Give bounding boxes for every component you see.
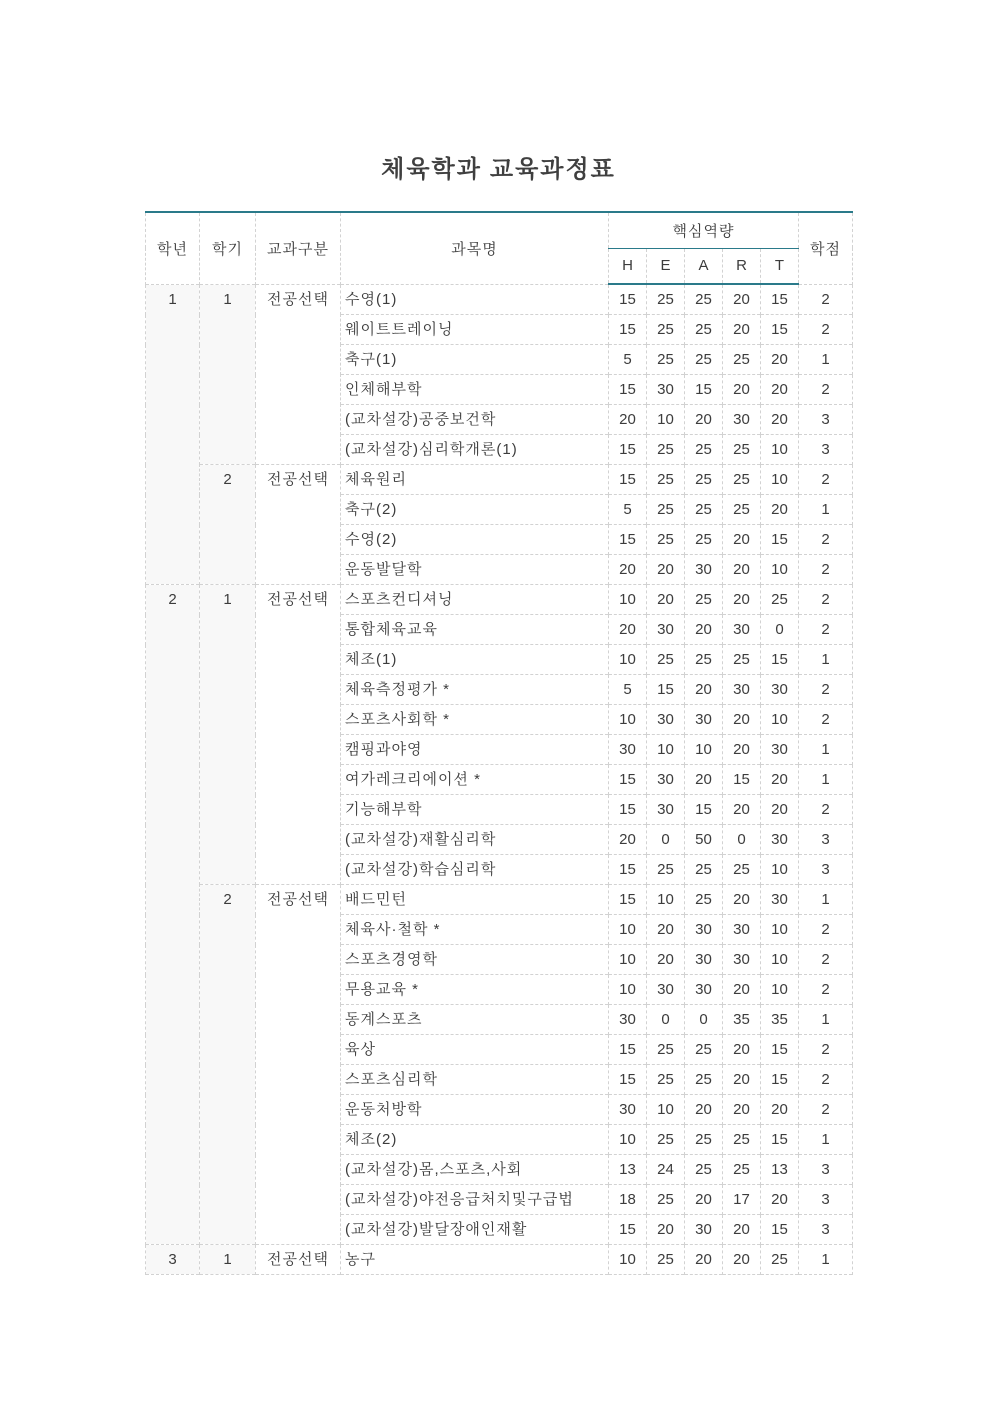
course-name-cell: 무용교육 * bbox=[341, 975, 609, 1005]
score-cell-h: 5 bbox=[609, 675, 647, 705]
score-cell-e: 20 bbox=[647, 1215, 685, 1245]
semester-cell: 1 bbox=[200, 1245, 256, 1275]
page-title: 체육학과 교육과정표 bbox=[381, 157, 616, 183]
score-cell-t: 20 bbox=[761, 405, 799, 435]
score-cell-r: 30 bbox=[723, 915, 761, 945]
score-cell-h: 20 bbox=[609, 615, 647, 645]
score-cell-h: 20 bbox=[609, 555, 647, 585]
score-cell-a: 30 bbox=[685, 945, 723, 975]
score-cell-h: 15 bbox=[609, 284, 647, 315]
credit-cell: 2 bbox=[799, 555, 853, 585]
score-cell-t: 30 bbox=[761, 675, 799, 705]
score-cell-e: 20 bbox=[647, 915, 685, 945]
score-cell-a: 25 bbox=[685, 465, 723, 495]
score-cell-h: 15 bbox=[609, 525, 647, 555]
score-cell-r: 25 bbox=[723, 435, 761, 465]
score-cell-a: 20 bbox=[685, 765, 723, 795]
score-cell-e: 10 bbox=[647, 405, 685, 435]
score-cell-e: 25 bbox=[647, 1065, 685, 1095]
course-name-cell: 동계스포츠 bbox=[341, 1005, 609, 1035]
score-cell-a: 25 bbox=[685, 585, 723, 615]
score-cell-e: 25 bbox=[647, 1125, 685, 1155]
score-cell-e: 30 bbox=[647, 705, 685, 735]
course-column-header: 과목명 bbox=[341, 212, 609, 284]
credit-cell: 2 bbox=[799, 615, 853, 645]
score-cell-a: 10 bbox=[685, 735, 723, 765]
course-name-cell: 웨이트트레이닝 bbox=[341, 315, 609, 345]
score-cell-a: 25 bbox=[685, 885, 723, 915]
score-cell-r: 30 bbox=[723, 405, 761, 435]
score-cell-e: 25 bbox=[647, 284, 685, 315]
credit-cell: 1 bbox=[799, 885, 853, 915]
score-cell-e: 30 bbox=[647, 375, 685, 405]
score-cell-t: 35 bbox=[761, 1005, 799, 1035]
score-cell-e: 10 bbox=[647, 885, 685, 915]
score-cell-a: 25 bbox=[685, 1035, 723, 1065]
score-cell-r: 25 bbox=[723, 645, 761, 675]
score-cell-h: 15 bbox=[609, 315, 647, 345]
score-cell-a: 50 bbox=[685, 825, 723, 855]
score-cell-a: 20 bbox=[685, 1185, 723, 1215]
credit-column-header: 학점 bbox=[799, 212, 853, 284]
credit-cell: 2 bbox=[799, 1095, 853, 1125]
score-cell-a: 15 bbox=[685, 795, 723, 825]
score-cell-a: 25 bbox=[685, 345, 723, 375]
score-cell-h: 10 bbox=[609, 645, 647, 675]
score-cell-e: 25 bbox=[647, 345, 685, 375]
score-cell-r: 20 bbox=[723, 735, 761, 765]
table-header bbox=[146, 212, 853, 284]
credit-cell: 2 bbox=[799, 315, 853, 345]
score-cell-e: 25 bbox=[647, 855, 685, 885]
score-cell-r: 0 bbox=[723, 825, 761, 855]
score-cell-e: 25 bbox=[647, 645, 685, 675]
credit-cell: 2 bbox=[799, 795, 853, 825]
score-cell-h: 15 bbox=[609, 795, 647, 825]
score-cell-t: 13 bbox=[761, 1155, 799, 1185]
credit-cell: 1 bbox=[799, 1125, 853, 1155]
course-row bbox=[146, 885, 853, 915]
score-cell-e: 25 bbox=[647, 1245, 685, 1275]
score-cell-t: 15 bbox=[761, 284, 799, 315]
score-cell-h: 10 bbox=[609, 1245, 647, 1275]
score-cell-h: 15 bbox=[609, 375, 647, 405]
score-cell-h: 30 bbox=[609, 735, 647, 765]
score-cell-r: 25 bbox=[723, 495, 761, 525]
credit-cell: 1 bbox=[799, 645, 853, 675]
score-cell-r: 20 bbox=[723, 1095, 761, 1125]
score-cell-e: 25 bbox=[647, 315, 685, 345]
score-cell-t: 30 bbox=[761, 885, 799, 915]
score-cell-h: 10 bbox=[609, 1125, 647, 1155]
credit-cell: 1 bbox=[799, 345, 853, 375]
score-cell-h: 15 bbox=[609, 1215, 647, 1245]
credit-cell: 2 bbox=[799, 975, 853, 1005]
semester-cell: 1 bbox=[200, 284, 256, 465]
score-cell-r: 20 bbox=[723, 284, 761, 315]
semester-cell: 2 bbox=[200, 465, 256, 585]
score-cell-h: 15 bbox=[609, 765, 647, 795]
score-cell-h: 15 bbox=[609, 435, 647, 465]
course-row bbox=[146, 585, 853, 615]
course-name-cell: 운동처방학 bbox=[341, 1095, 609, 1125]
course-name-cell: 축구(1) bbox=[341, 345, 609, 375]
score-cell-t: 30 bbox=[761, 735, 799, 765]
heart-t-header: T bbox=[761, 248, 799, 284]
credit-cell: 3 bbox=[799, 405, 853, 435]
score-cell-t: 10 bbox=[761, 705, 799, 735]
score-cell-r: 20 bbox=[723, 525, 761, 555]
course-name-cell: 수영(2) bbox=[341, 525, 609, 555]
credit-cell: 2 bbox=[799, 585, 853, 615]
score-cell-r: 20 bbox=[723, 1215, 761, 1245]
score-cell-r: 20 bbox=[723, 885, 761, 915]
score-cell-e: 10 bbox=[647, 1095, 685, 1125]
score-cell-a: 25 bbox=[685, 315, 723, 345]
category-cell: 전공선택 bbox=[256, 1245, 341, 1275]
course-name-cell: (교차설강)야전응급처치및구급법 bbox=[341, 1185, 609, 1215]
score-cell-t: 15 bbox=[761, 1035, 799, 1065]
score-cell-r: 30 bbox=[723, 675, 761, 705]
score-cell-t: 10 bbox=[761, 975, 799, 1005]
course-name-cell: 체육측정평가 * bbox=[341, 675, 609, 705]
score-cell-a: 0 bbox=[685, 1005, 723, 1035]
course-name-cell: 스포츠경영학 bbox=[341, 945, 609, 975]
credit-cell: 1 bbox=[799, 1245, 853, 1275]
score-cell-h: 10 bbox=[609, 585, 647, 615]
score-cell-t: 20 bbox=[761, 765, 799, 795]
competency-group-header: 핵심역량 bbox=[609, 212, 799, 248]
score-cell-t: 10 bbox=[761, 435, 799, 465]
score-cell-a: 20 bbox=[685, 405, 723, 435]
score-cell-a: 25 bbox=[685, 495, 723, 525]
score-cell-a: 25 bbox=[685, 435, 723, 465]
score-cell-e: 20 bbox=[647, 555, 685, 585]
score-cell-h: 10 bbox=[609, 945, 647, 975]
course-name-cell: (교차설강)공중보건학 bbox=[341, 405, 609, 435]
score-cell-h: 5 bbox=[609, 345, 647, 375]
score-cell-a: 25 bbox=[685, 855, 723, 885]
score-cell-t: 10 bbox=[761, 855, 799, 885]
score-cell-h: 30 bbox=[609, 1095, 647, 1125]
credit-cell: 3 bbox=[799, 435, 853, 465]
score-cell-t: 15 bbox=[761, 645, 799, 675]
score-cell-r: 20 bbox=[723, 315, 761, 345]
score-cell-r: 30 bbox=[723, 615, 761, 645]
score-cell-a: 20 bbox=[685, 615, 723, 645]
score-cell-r: 25 bbox=[723, 1125, 761, 1155]
year-cell: 3 bbox=[146, 1245, 200, 1275]
course-name-cell: 수영(1) bbox=[341, 284, 609, 315]
score-cell-a: 20 bbox=[685, 1245, 723, 1275]
course-name-cell: 스포츠컨디셔닝 bbox=[341, 585, 609, 615]
course-name-cell: 축구(2) bbox=[341, 495, 609, 525]
credit-cell: 2 bbox=[799, 284, 853, 315]
credit-cell: 2 bbox=[799, 465, 853, 495]
semester-cell: 2 bbox=[200, 885, 256, 1245]
course-name-cell: 기능해부학 bbox=[341, 795, 609, 825]
course-name-cell: 캠핑과야영 bbox=[341, 735, 609, 765]
year-column-header: 학년 bbox=[146, 212, 200, 284]
score-cell-a: 15 bbox=[685, 375, 723, 405]
score-cell-r: 17 bbox=[723, 1185, 761, 1215]
credit-cell: 2 bbox=[799, 375, 853, 405]
course-name-cell: 체조(1) bbox=[341, 645, 609, 675]
course-name-cell: (교차설강)학습심리학 bbox=[341, 855, 609, 885]
course-name-cell: 육상 bbox=[341, 1035, 609, 1065]
score-cell-r: 20 bbox=[723, 705, 761, 735]
score-cell-r: 35 bbox=[723, 1005, 761, 1035]
score-cell-t: 15 bbox=[761, 1065, 799, 1095]
credit-cell: 2 bbox=[799, 1065, 853, 1095]
score-cell-t: 0 bbox=[761, 615, 799, 645]
curriculum-table-body bbox=[146, 284, 853, 1275]
score-cell-r: 15 bbox=[723, 765, 761, 795]
score-cell-e: 24 bbox=[647, 1155, 685, 1185]
course-name-cell: 체육사·철학 * bbox=[341, 915, 609, 945]
credit-cell: 1 bbox=[799, 765, 853, 795]
score-cell-h: 10 bbox=[609, 705, 647, 735]
score-cell-t: 10 bbox=[761, 915, 799, 945]
score-cell-t: 15 bbox=[761, 315, 799, 345]
score-cell-t: 20 bbox=[761, 795, 799, 825]
heart-a-header: A bbox=[685, 248, 723, 284]
course-name-cell: 인체해부학 bbox=[341, 375, 609, 405]
category-cell: 전공선택 bbox=[256, 465, 341, 585]
score-cell-r: 20 bbox=[723, 375, 761, 405]
score-cell-r: 25 bbox=[723, 855, 761, 885]
score-cell-e: 20 bbox=[647, 945, 685, 975]
score-cell-e: 25 bbox=[647, 525, 685, 555]
course-name-cell: 체육원리 bbox=[341, 465, 609, 495]
credit-cell: 1 bbox=[799, 495, 853, 525]
score-cell-a: 30 bbox=[685, 915, 723, 945]
heart-r-header: R bbox=[723, 248, 761, 284]
score-cell-t: 15 bbox=[761, 525, 799, 555]
score-cell-e: 25 bbox=[647, 1185, 685, 1215]
score-cell-h: 10 bbox=[609, 975, 647, 1005]
score-cell-t: 10 bbox=[761, 555, 799, 585]
course-row bbox=[146, 465, 853, 495]
score-cell-r: 20 bbox=[723, 585, 761, 615]
score-cell-a: 30 bbox=[685, 1215, 723, 1245]
score-cell-h: 15 bbox=[609, 1035, 647, 1065]
score-cell-e: 0 bbox=[647, 825, 685, 855]
score-cell-e: 0 bbox=[647, 1005, 685, 1035]
score-cell-e: 25 bbox=[647, 435, 685, 465]
credit-cell: 1 bbox=[799, 1005, 853, 1035]
score-cell-r: 20 bbox=[723, 975, 761, 1005]
score-cell-t: 15 bbox=[761, 1215, 799, 1245]
score-cell-e: 30 bbox=[647, 615, 685, 645]
course-name-cell: (교차설강)발달장애인재활 bbox=[341, 1215, 609, 1245]
score-cell-a: 25 bbox=[685, 284, 723, 315]
score-cell-t: 20 bbox=[761, 495, 799, 525]
score-cell-h: 10 bbox=[609, 915, 647, 945]
score-cell-a: 25 bbox=[685, 645, 723, 675]
credit-cell: 3 bbox=[799, 855, 853, 885]
credit-cell: 2 bbox=[799, 525, 853, 555]
score-cell-a: 30 bbox=[685, 705, 723, 735]
score-cell-r: 30 bbox=[723, 945, 761, 975]
score-cell-h: 15 bbox=[609, 885, 647, 915]
category-column-header: 교과구분 bbox=[256, 212, 341, 284]
score-cell-h: 15 bbox=[609, 855, 647, 885]
score-cell-e: 30 bbox=[647, 975, 685, 1005]
score-cell-e: 10 bbox=[647, 735, 685, 765]
score-cell-h: 20 bbox=[609, 405, 647, 435]
score-cell-e: 25 bbox=[647, 1035, 685, 1065]
score-cell-r: 20 bbox=[723, 1035, 761, 1065]
score-cell-e: 25 bbox=[647, 465, 685, 495]
score-cell-h: 13 bbox=[609, 1155, 647, 1185]
score-cell-h: 15 bbox=[609, 465, 647, 495]
course-name-cell: 배드민턴 bbox=[341, 885, 609, 915]
category-cell: 전공선택 bbox=[256, 284, 341, 465]
score-cell-h: 15 bbox=[609, 1065, 647, 1095]
score-cell-t: 25 bbox=[761, 585, 799, 615]
heart-e-header: E bbox=[647, 248, 685, 284]
heart-h-header: H bbox=[609, 248, 647, 284]
course-name-cell: (교차설강)재활심리학 bbox=[341, 825, 609, 855]
score-cell-e: 15 bbox=[647, 675, 685, 705]
score-cell-a: 25 bbox=[685, 1065, 723, 1095]
score-cell-e: 30 bbox=[647, 795, 685, 825]
score-cell-h: 20 bbox=[609, 825, 647, 855]
header-row-main bbox=[146, 212, 853, 248]
score-cell-r: 20 bbox=[723, 1065, 761, 1095]
score-cell-r: 20 bbox=[723, 555, 761, 585]
score-cell-t: 10 bbox=[761, 945, 799, 975]
score-cell-e: 30 bbox=[647, 765, 685, 795]
score-cell-h: 30 bbox=[609, 1005, 647, 1035]
score-cell-t: 30 bbox=[761, 825, 799, 855]
score-cell-h: 18 bbox=[609, 1185, 647, 1215]
credit-cell: 2 bbox=[799, 705, 853, 735]
course-name-cell: 스포츠심리학 bbox=[341, 1065, 609, 1095]
score-cell-r: 25 bbox=[723, 1155, 761, 1185]
score-cell-t: 20 bbox=[761, 1185, 799, 1215]
course-row bbox=[146, 1245, 853, 1275]
score-cell-a: 20 bbox=[685, 675, 723, 705]
score-cell-a: 30 bbox=[685, 555, 723, 585]
course-name-cell: 여가레크리에이션 * bbox=[341, 765, 609, 795]
credit-cell: 2 bbox=[799, 915, 853, 945]
score-cell-a: 25 bbox=[685, 1155, 723, 1185]
score-cell-t: 20 bbox=[761, 345, 799, 375]
score-cell-e: 25 bbox=[647, 495, 685, 525]
score-cell-t: 20 bbox=[761, 1095, 799, 1125]
score-cell-r: 25 bbox=[723, 345, 761, 375]
credit-cell: 2 bbox=[799, 1035, 853, 1065]
course-name-cell: 농구 bbox=[341, 1245, 609, 1275]
category-cell: 전공선택 bbox=[256, 585, 341, 885]
score-cell-t: 25 bbox=[761, 1245, 799, 1275]
score-cell-a: 30 bbox=[685, 975, 723, 1005]
course-name-cell: (교차설강)몸,스포츠,사회 bbox=[341, 1155, 609, 1185]
score-cell-r: 20 bbox=[723, 795, 761, 825]
score-cell-r: 20 bbox=[723, 1245, 761, 1275]
semester-cell: 1 bbox=[200, 585, 256, 885]
score-cell-a: 25 bbox=[685, 1125, 723, 1155]
score-cell-r: 25 bbox=[723, 465, 761, 495]
credit-cell: 3 bbox=[799, 1155, 853, 1185]
score-cell-t: 15 bbox=[761, 1125, 799, 1155]
course-name-cell: 통합체육교육 bbox=[341, 615, 609, 645]
category-cell: 전공선택 bbox=[256, 885, 341, 1245]
credit-cell: 1 bbox=[799, 735, 853, 765]
course-name-cell: 운동발달학 bbox=[341, 555, 609, 585]
credit-cell: 3 bbox=[799, 1185, 853, 1215]
credit-cell: 2 bbox=[799, 675, 853, 705]
score-cell-a: 20 bbox=[685, 1095, 723, 1125]
score-cell-t: 20 bbox=[761, 375, 799, 405]
year-cell: 1 bbox=[146, 284, 200, 585]
credit-cell: 2 bbox=[799, 945, 853, 975]
year-cell: 2 bbox=[146, 585, 200, 1245]
course-name-cell: 스포츠사회학 * bbox=[341, 705, 609, 735]
score-cell-t: 10 bbox=[761, 465, 799, 495]
course-name-cell: 체조(2) bbox=[341, 1125, 609, 1155]
semester-column-header: 학기 bbox=[200, 212, 256, 284]
course-name-cell: (교차설강)심리학개론(1) bbox=[341, 435, 609, 465]
score-cell-h: 5 bbox=[609, 495, 647, 525]
score-cell-e: 20 bbox=[647, 585, 685, 615]
credit-cell: 3 bbox=[799, 825, 853, 855]
score-cell-a: 25 bbox=[685, 525, 723, 555]
credit-cell: 3 bbox=[799, 1215, 853, 1245]
curriculum-table bbox=[145, 211, 853, 1275]
course-row bbox=[146, 284, 853, 315]
